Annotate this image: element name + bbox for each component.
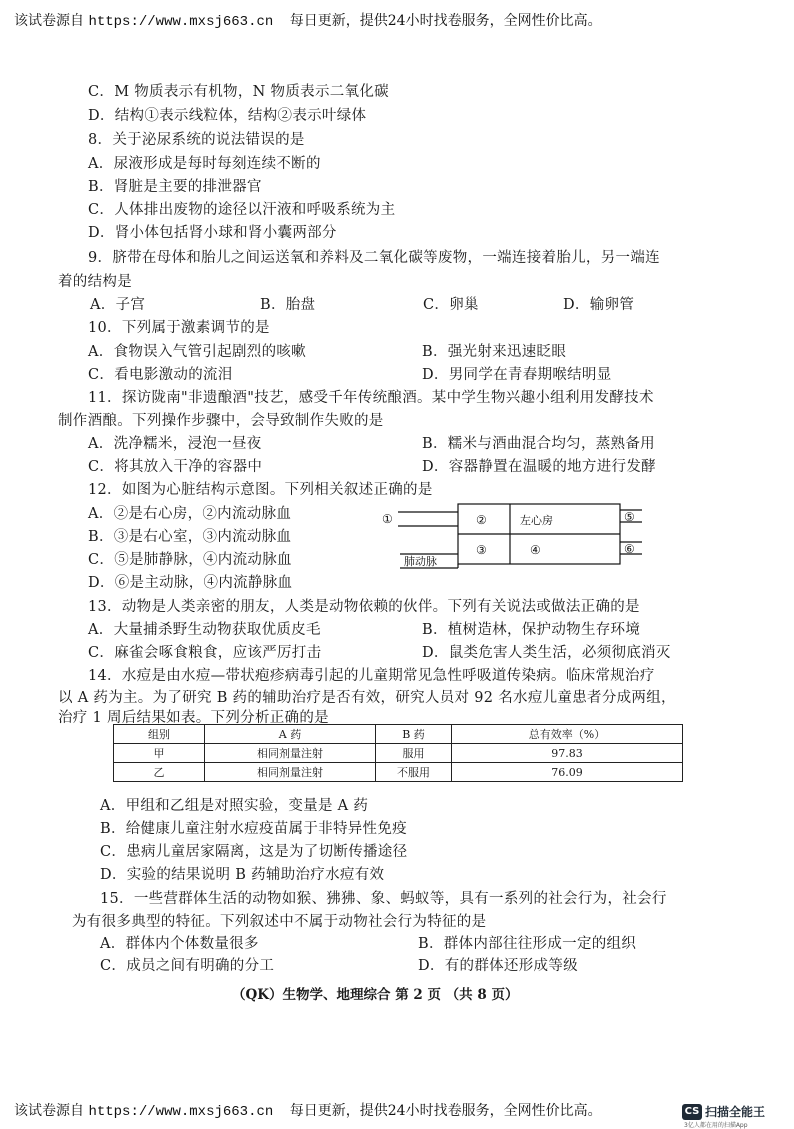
q10-option-d: D．男同学在青春期喉结明显	[422, 367, 612, 383]
top-source-banner	[14, 10, 602, 30]
q14-option-c: C．患病儿童居家隔离，这是为了切断传播途径	[100, 844, 408, 860]
q8-stem: 8．关于泌尿系统的说法错误的是	[88, 132, 305, 148]
q11-option-b: B．糯米与酒曲混合均匀，蒸熟备用	[422, 436, 655, 452]
q9-option-d: D．输卵管	[563, 297, 635, 313]
q13-option-d: D．鼠类危害人类生活，必须彻底消灭	[422, 645, 671, 661]
q15-stem-line1: 15．一些营群体生活的动物如猴、狒狒、象、蚂蚁等，具有一系列的社会行为，社会行	[100, 891, 667, 907]
q12-option-d: D．⑥是主动脉，④内流静脉血	[88, 575, 293, 591]
diagram-label-left-atrium: 左心房	[520, 514, 553, 527]
q12-option-a: A．②是右心房，②内流动脉血	[88, 506, 292, 522]
diagram-label-4: ④	[530, 543, 541, 557]
q8-option-d: D．肾小体包括肾小球和肾小囊两部分	[88, 225, 337, 241]
q12-option-c: C．⑤是肺静脉，④内流动脉血	[88, 552, 292, 568]
table-row	[114, 744, 683, 763]
q7-option-d: D．结构①表示线粒体，结构②表示叶绿体	[88, 108, 367, 124]
q9-stem-line2: 着的结构是	[58, 274, 132, 290]
logo-name: 扫描全能王	[705, 1105, 766, 1119]
q11-option-d: D．容器静置在温暖的地方进行发酵	[422, 459, 656, 475]
banner-url-link[interactable]: https://www.mxsj663.cn	[88, 14, 274, 30]
q13-option-a: A．大量捕杀野生动物获取优质皮毛	[88, 622, 321, 638]
q15-stem-line2: 为有很多典型的特征。下列叙述中不属于动物社会行为特征的是	[72, 914, 487, 930]
table-cell: 76.09	[452, 763, 683, 782]
table-cell: 相同剂量注射	[205, 763, 376, 782]
q15-option-c: C．成员之间有明确的分工	[100, 958, 275, 974]
table-header-cell: A 药	[205, 725, 376, 744]
page-footer: （QK）生物学、地理综合 第 2 页 （共 8 页）	[232, 987, 519, 1003]
q14-results-table	[113, 724, 683, 782]
q14-option-b: B．给健康儿童注射水痘疫苗属于非特异性免疫	[100, 821, 407, 837]
q14-stem-line1: 14．水痘是由水痘—带状疱疹病毒引起的儿童期常见急性呼吸道传染病。临床常规治疗	[88, 668, 655, 684]
diagram-label-1: ①	[382, 512, 393, 526]
heart-structure-diagram	[380, 502, 650, 582]
table-header-cell: B 药	[376, 725, 452, 744]
q14-option-d: D．实验的结果说明 B 药辅助治疗水痘有效	[100, 867, 385, 883]
banner-prefix: 该试卷源自	[14, 1103, 84, 1119]
diagram-label-2: ②	[476, 513, 487, 527]
q11-option-c: C．将其放入干净的容器中	[88, 459, 263, 475]
q14-option-a: A．甲组和乙组是对照实验，变量是 A 药	[100, 798, 369, 814]
q11-option-a: A．洗净糯米，浸泡一昼夜	[88, 436, 262, 452]
q9-option-b: B．胎盘	[260, 297, 316, 313]
logo-tagline: 3亿人都在用的扫描App	[684, 1122, 748, 1129]
q10-option-c: C．看电影激动的流泪	[88, 367, 233, 383]
q15-option-d: D．有的群体还形成等级	[418, 958, 578, 974]
banner-suffix: 每日更新，提供24小时找卷服务，全网性价比高。	[289, 13, 602, 29]
diagram-label-6: ⑥	[624, 542, 635, 556]
q7-option-c: C．M 物质表示有机物，N 物质表示二氧化碳	[88, 84, 389, 100]
bottom-source-banner	[14, 1100, 602, 1120]
q11-stem-line1: 11．探访陇南"非遗酿酒"技艺，感受千年传统酿酒。某中学生物兴趣小组利用发酵技术	[88, 390, 654, 406]
banner-url-link[interactable]: https://www.mxsj663.cn	[88, 1104, 274, 1120]
diagram-label-pulmonary-artery: 肺动脉	[404, 555, 437, 568]
diagram-label-3: ③	[476, 543, 487, 557]
q10-stem: 10．下列属于激素调节的是	[88, 320, 270, 336]
q9-option-a: A．子宫	[90, 297, 146, 313]
table-row	[114, 763, 683, 782]
table-cell: 服用	[376, 744, 452, 763]
q11-stem-line2: 制作酒酿。下列操作步骤中，会导致制作失败的是	[58, 413, 384, 429]
q12-option-b: B．③是右心室，③内流动脉血	[88, 529, 292, 545]
q13-stem: 13．动物是人类亲密的朋友，人类是动物依赖的伙伴。下列有关说法或做法正确的是	[88, 599, 640, 615]
q9-stem-line1: 9．脐带在母体和胎儿之间运送氧和养料及二氧化碳等废物，一端连接着胎儿，另一端连	[88, 250, 660, 266]
table-cell: 不服用	[376, 763, 452, 782]
q8-option-b: B．肾脏是主要的排泄器官	[88, 179, 262, 195]
q8-option-c: C．人体排出废物的途径以汗液和呼吸系统为主	[88, 202, 396, 218]
q12-stem: 12．如图为心脏结构示意图。下列相关叙述正确的是	[88, 482, 433, 498]
table-header-row	[114, 725, 683, 744]
q8-option-a: A．尿液形成是每时每刻连续不断的	[88, 156, 321, 172]
q13-option-b: B．植树造林，保护动物生存环境	[422, 622, 641, 638]
q15-option-b: B．群体内部往往形成一定的组织	[418, 936, 637, 952]
table-header-cell: 组别	[114, 725, 205, 744]
table-cell: 乙	[114, 763, 205, 782]
table-cell: 甲	[114, 744, 205, 763]
q13-option-c: C．麻雀会啄食粮食，应该严厉打击	[88, 645, 322, 661]
q14-stem-line2: 以 A 药为主。为了研究 B 药的辅助治疗是否有效，研究人员对 92 名水痘儿童患者分成两组，	[58, 690, 676, 706]
q9-option-c: C．卵巢	[423, 297, 479, 313]
q10-option-b: B．强光射来迅速眨眼	[422, 344, 567, 360]
table-cell: 相同剂量注射	[205, 744, 376, 763]
cs-logo-icon: CS	[682, 1104, 702, 1120]
camscanner-logo	[682, 1101, 766, 1129]
table-header-cell: 总有效率（%）	[452, 725, 683, 744]
diagram-label-5: ⑤	[624, 510, 635, 524]
q10-option-a: A．食物误入气管引起剧烈的咳嗽	[88, 344, 306, 360]
banner-suffix: 每日更新，提供24小时找卷服务，全网性价比高。	[289, 1103, 602, 1119]
table-cell: 97.83	[452, 744, 683, 763]
q15-option-a: A．群体内个体数量很多	[100, 936, 259, 952]
q14-stem-line3: 治疗 1 周后结果如表。下列分析正确的是	[58, 710, 329, 726]
banner-prefix: 该试卷源自	[14, 13, 84, 29]
